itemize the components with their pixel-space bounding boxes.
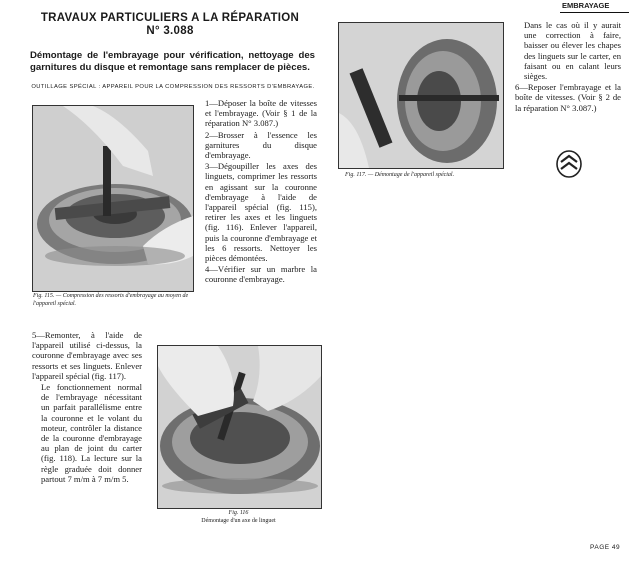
fig-115-photo xyxy=(32,105,194,292)
fig-116-text: Démontage d'un axe de linguet xyxy=(201,517,276,524)
correction-note: Dans le cas où il y aurait une correction à faire, baisser ou élever les chapes des linguets sur le carter, en faisant ou en calant leurs sièges. xyxy=(524,20,621,82)
step-6: 6—Reposer l'embrayage et la boîte de vitesses. (Voir § 2 de la réparation N° 3.087.) xyxy=(515,82,621,113)
title-line-2: N° 3.088 xyxy=(146,25,194,37)
steps-column-left xyxy=(32,330,142,485)
fig-115-caption xyxy=(33,293,193,308)
fig-115-illustration xyxy=(33,106,193,291)
fig-117-caption xyxy=(345,172,505,180)
fig-116-label: Fig. 116 xyxy=(228,510,249,516)
procedure-subtitle: Démontage de l'embrayage pour vérification, nettoyage des garnitures du disque et remontage sans remplacer de pièces. xyxy=(30,50,315,73)
fig-115-label: Fig. 115. xyxy=(33,293,55,299)
step-2: 2—Brosser à l'essence les garnitures du disque d'embrayage. xyxy=(205,129,317,161)
title-line-1: TRAVAUX PARTICULIERS A LA RÉPARATION xyxy=(40,12,300,24)
step-1: 1—Déposer la boîte de vitesses et l'embrayage. (Voir § 1 de la réparation N° 3.087.) xyxy=(205,98,317,129)
fig-117-photo xyxy=(338,22,504,169)
steps-column-right xyxy=(515,20,621,114)
step-5-check: Le fonctionnement normal de l'embrayage nécessitant un parfait parallélisme entre la couronne et le volant du moteur, contrôler la distance de la couronne d'embrayage au plan de joint du carter (fig. 118). La lecture sur la règle graduée doit donner partout 7 m/m à 7 m/m 5. xyxy=(41,382,142,484)
section-header: EMBRAYAGE xyxy=(562,1,610,10)
fig-117-illustration xyxy=(339,23,503,168)
step-3: 3—Dégoupiller les axes des linguets, comprimer les ressorts en agissant sur la couronne d'embrayage à l'aide de l'appareil spécial (fig. 115), retirer les axes et les linguets (fig. 116). Enlever l'appareil, puis la couronne d'embrayage et les 6 ressorts. Nettoyer les pièces démontées. xyxy=(205,161,317,264)
fig-116-caption xyxy=(157,510,320,525)
step-5: 5—Remonter, à l'aide de l'appareil utilisé ci-dessus, la couronne d'embrayage avec ses ressorts et ses linguets. Enlever l'appareil spécial (fig. 117). xyxy=(32,330,142,381)
step-4: 4—Vérifier sur un marbre la couronne d'embrayage. xyxy=(205,264,317,285)
fig-117-label: Fig. 117. xyxy=(345,172,367,178)
page-title xyxy=(30,12,310,38)
fig-117-text: — Démontage de l'appareil spécial. xyxy=(367,172,455,178)
fig-116-illustration xyxy=(158,346,321,508)
page-number: PAGE 49 xyxy=(590,544,621,551)
special-tools-note: OUTILLAGE SPÉCIAL : APPAREIL POUR LA COMPRESSION DES RESSORTS D'EMBRAYAGE. xyxy=(31,84,315,90)
fig-116-photo xyxy=(157,345,322,509)
chevron-logo-icon xyxy=(556,150,582,178)
fig-115-text: — Compression des ressorts d'embrayage au moyen de l'appareil spécial. xyxy=(33,293,189,307)
steps-column-middle xyxy=(205,98,317,286)
